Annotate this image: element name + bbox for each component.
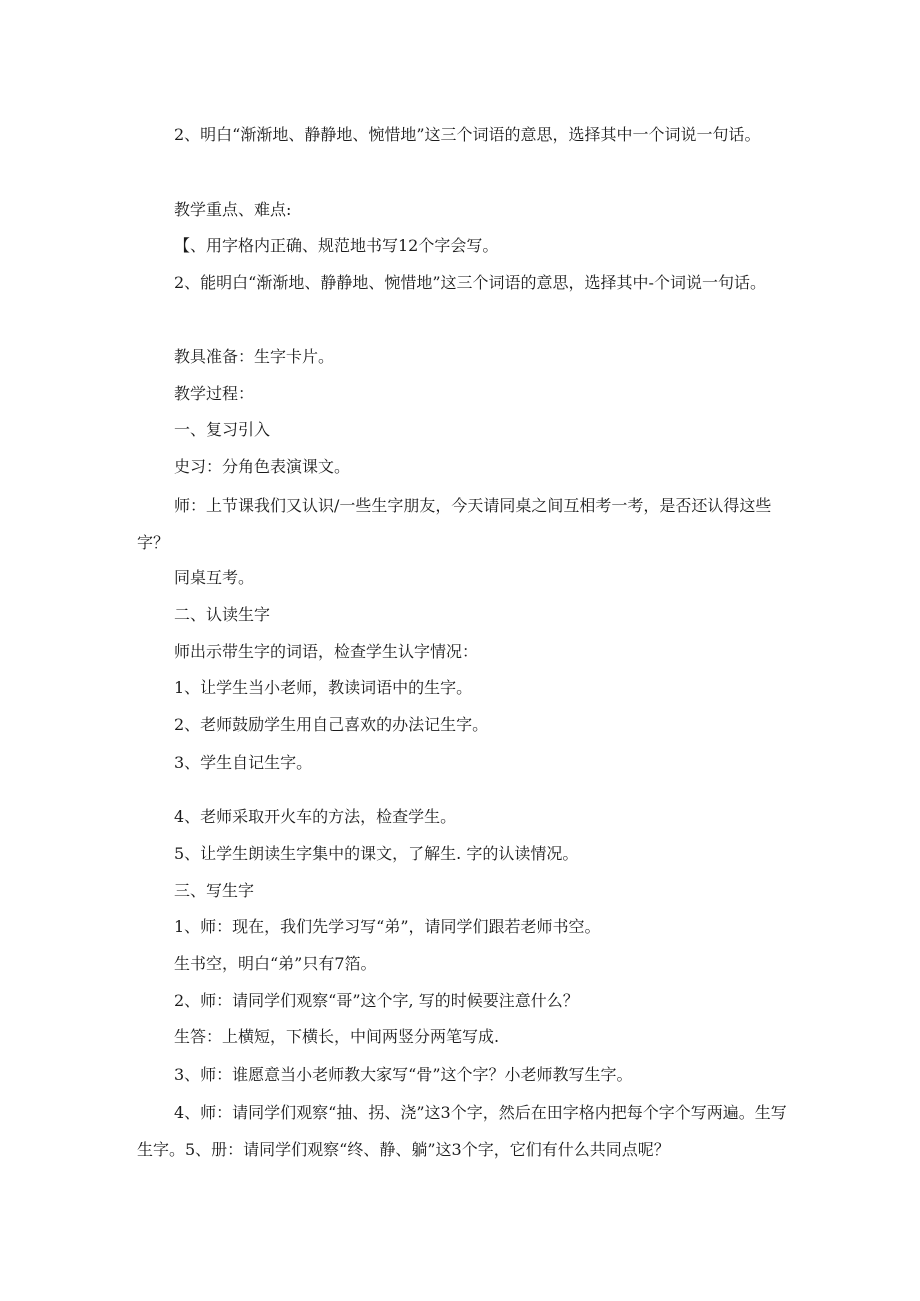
paragraph: 二、认读生字 [174, 605, 271, 624]
paragraph: 生答：上横短，下横长，中间两竖分两笔写成. [174, 1027, 500, 1046]
paragraph: 3、师：谁愿意当小老师教大家写“骨”这个字？小老师教写生字。 [174, 1065, 633, 1084]
paragraph: 【、用字格内正确、规范地书写12个字会写。 [174, 236, 499, 255]
paragraph: 2、老师鼓励学生用自己喜欢的办法记生字。 [174, 715, 489, 734]
paragraph: 师：上节课我们又认识/一些生字朋友，今天请同桌之间互相考一考，是否还认得这些字？ [137, 496, 772, 552]
paragraph: 史习：分角色表演课文。 [174, 457, 351, 476]
paragraph: 2、明白“渐渐地、静静地、惋惜地”这三个词语的意思，选择其中一个词说一句话。 [174, 125, 761, 144]
paragraph: 1、让学生当小老师，教读词语中的生字。 [174, 678, 473, 697]
paragraph: 1、师：现在，我们先学习写“弟”，请同学们跟若老师书空。 [174, 917, 601, 936]
paragraph: 教学过程： [174, 384, 255, 403]
paragraph: 生书空，明白“弟”只有7箔。 [174, 954, 377, 973]
paragraph: 教学重点、难点: [174, 200, 292, 219]
paragraph: 2、能明白“渐渐地、静静地、惋惜地”这三个词语的意思，选择其中-个词说一句话。 [174, 273, 766, 292]
paragraph: 三、写生字 [174, 881, 255, 900]
paragraph: 4、老师采取开火车的方法，检查学生。 [174, 807, 457, 826]
paragraph: 教具准备：生字卡片。 [174, 347, 335, 366]
paragraph: 一、复习引入 [174, 420, 271, 439]
paragraph: 4、师：请同学们观察“抽、拐、浇”这3个字，然后在田字格内把每个字个写两遍。生写生字。5、册：请同学们观察“终、静、躺”这3个字，它们有什么共同点呢？ [137, 1103, 787, 1159]
paragraph: 师出示带生字的词语，检查学生认字情况： [174, 642, 479, 661]
paragraph: 3、学生自记生字。 [174, 753, 313, 772]
paragraph: 5、让学生朗读生字集中的课文，了解生. 字的认读情况。 [174, 844, 579, 863]
paragraph: 2、师：请同学们观察“哥”这个字, 写的时候要注意什么？ [174, 991, 579, 1010]
paragraph: 同桌互考。 [174, 568, 255, 587]
